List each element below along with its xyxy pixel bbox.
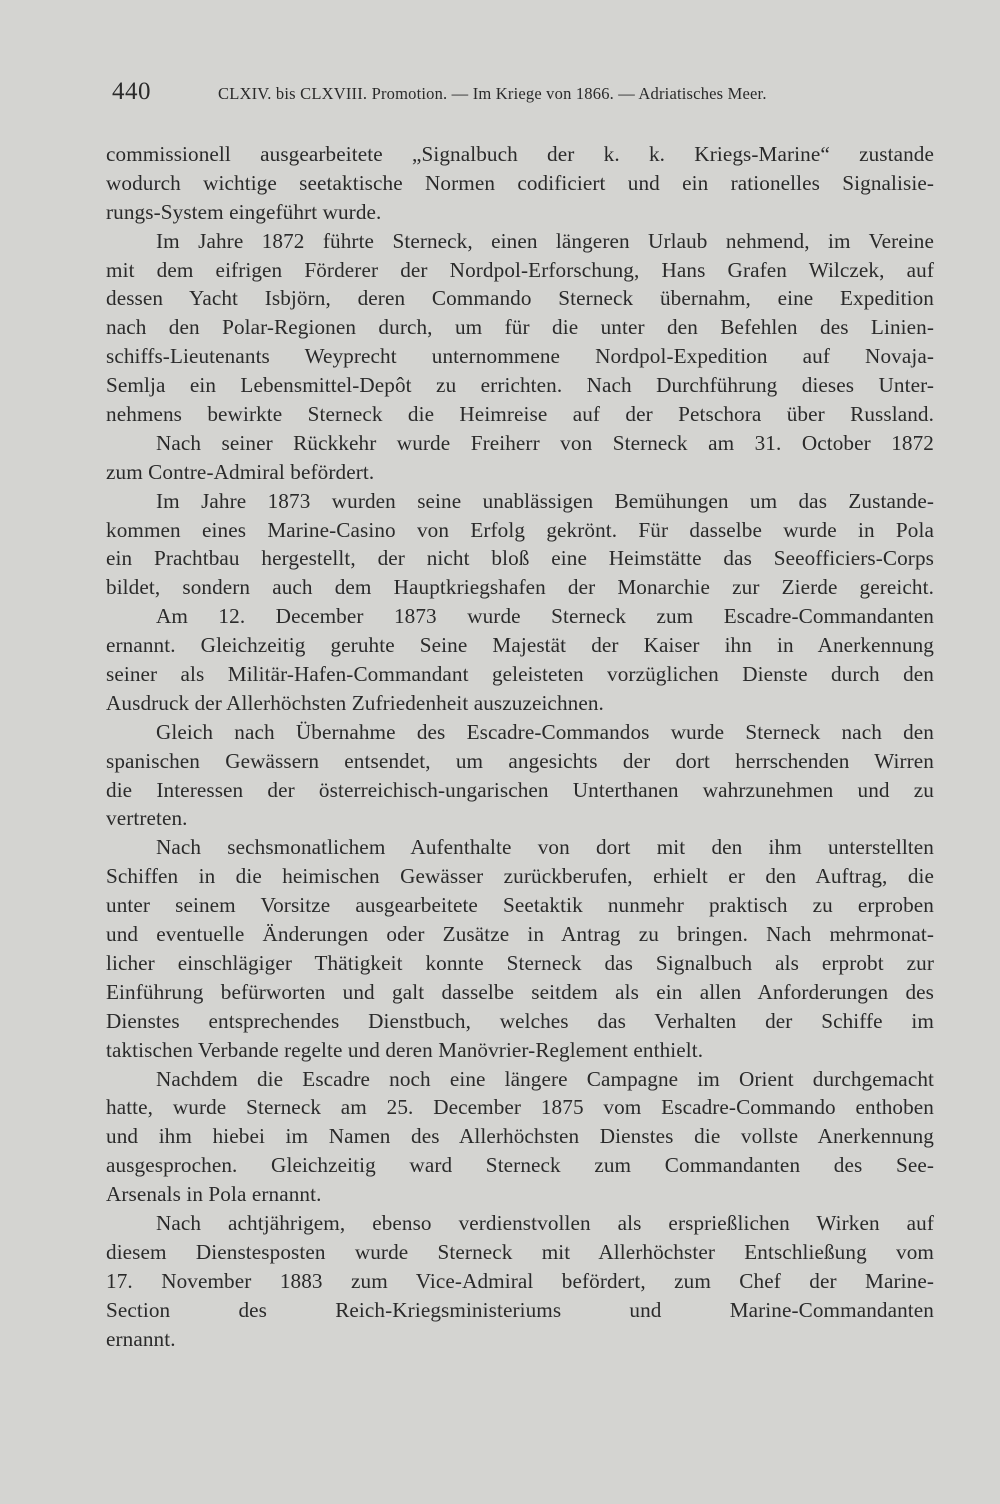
text-line: die Interessen der österreichisch-ungarischen Unterthanen wahrzunehmen und zu: [106, 777, 934, 802]
text-line: Nach sechsmonatlichem Aufenthalte von dort mit den ihm unterstellten: [156, 835, 934, 860]
text-line: schiffs-Lieutenants Weyprecht unternommene Nordpol-Expedition auf Novaja-: [106, 344, 934, 369]
text-line: spanischen Gewässern entsendet, um angesichts der dort herrschenden Wirren: [106, 748, 934, 773]
text-line: ausgesprochen. Gleichzeitig ward Sterneck zum Commandanten des See-: [106, 1153, 934, 1178]
text-line: kommen eines Marine-Casino von Erfolg gekrönt. Für dasselbe wurde in Pola: [106, 517, 934, 542]
body-text: [106, 140, 934, 1353]
text-line: diesem Dienstesposten wurde Sterneck mit Allerhöchster Entschließung vom: [106, 1239, 934, 1264]
text-line: Im Jahre 1873 wurden seine unablässigen Bemühungen um das Zustande-: [156, 488, 934, 513]
text-line: unter seinem Vorsitze ausgearbeitete Seetaktik nunmehr praktisch zu erproben: [106, 893, 934, 918]
text-line: Ausdruck der Allerhöchsten Zufriedenheit auszuzeichnen.: [106, 690, 604, 715]
text-line: ernannt.: [106, 1326, 176, 1351]
text-line: nach den Polar-Regionen durch, um für die unter den Befehlen des Linien-: [106, 315, 934, 340]
text-line: seiner als Militär-Hafen-Commandant geleisteten vorzüglichen Dienste durch den: [106, 662, 934, 687]
text-line: rungs-System eingeführt wurde.: [106, 199, 382, 224]
text-line: dessen Yacht Isbjörn, deren Commando Sterneck übernahm, eine Expedition: [106, 286, 934, 311]
page-number: 440: [112, 78, 151, 105]
text-line: Arsenals in Pola ernannt.: [106, 1182, 322, 1207]
text-line: bildet, sondern auch dem Hauptkriegshafen der Monarchie zur Zierde gereicht.: [106, 575, 934, 600]
text-line: nehmens bewirkte Sterneck die Heimreise auf der Petschora über Russland.: [106, 402, 934, 427]
text-line: mit dem eifrigen Förderer der Nordpol-Erforschung, Hans Grafen Wilczek, auf: [106, 257, 934, 282]
text-line: 17. November 1883 zum Vice-Admiral befördert, zum Chef der Marine-: [106, 1268, 934, 1293]
text-line: und eventuelle Änderungen oder Zusätze in Antrag zu bringen. Nach mehrmonat-: [106, 922, 934, 947]
text-line: Semlja ein Lebensmittel-Depôt zu errichten. Nach Durchführung dieses Unter-: [106, 373, 934, 398]
running-head: CLXIV. bis CLXVIII. Promotion. — Im Kriege von 1866. — Adriatisches Meer.: [218, 84, 767, 103]
text-line: zum Contre-Admiral befördert.: [106, 459, 375, 484]
text-line: licher einschlägiger Thätigkeit konnte Sterneck das Signalbuch als erprobt zur: [106, 950, 934, 975]
text-line: Einführung befürworten und galt dasselbe seitdem als ein allen Anforderungen des: [106, 979, 934, 1004]
text-line: Gleich nach Übernahme des Escadre-Commandos wurde Sterneck nach den: [156, 719, 934, 744]
text-line: Dienstes entsprechendes Dienstbuch, welches das Verhalten der Schiffe im: [106, 1008, 934, 1033]
text-line: ein Prachtbau hergestellt, der nicht bloß eine Heimstätte das Seeofficiers-Corps: [106, 546, 934, 571]
text-line: hatte, wurde Sterneck am 25. December 1875 vom Escadre-Commando enthoben: [106, 1095, 934, 1120]
text-line: Im Jahre 1872 führte Sterneck, einen längeren Urlaub nehmend, im Vereine: [156, 228, 934, 253]
text-line: commissionell ausgearbeitete „Signalbuch der k. k. Kriegs-Marine“ zustande: [106, 142, 934, 166]
text-line: Nach seiner Rückkehr wurde Freiherr von Sterneck am 31. October 1872: [156, 430, 934, 455]
text-line: Nachdem die Escadre noch eine längere Campagne im Orient durchgemacht: [156, 1066, 934, 1091]
text-line: und ihm hiebei im Namen des Allerhöchsten Dienstes die vollste Anerkennung: [106, 1124, 934, 1149]
text-line: Schiffen in die heimischen Gewässer zurückberufen, erhielt er den Auftrag, die: [106, 864, 934, 889]
text-line: wodurch wichtige seetaktische Normen codificiert und ein rationelles Signalisie-: [106, 170, 934, 195]
text-line: ernannt. Gleichzeitig geruhte Seine Majestät der Kaiser ihn in Anerkennung: [106, 633, 934, 658]
text-line: vertreten.: [106, 806, 188, 831]
text-line: taktischen Verbande regelte und deren Manövrier-Reglement enthielt.: [106, 1037, 704, 1062]
text-line: Am 12. December 1873 wurde Sterneck zum Escadre-Commandanten: [156, 604, 934, 629]
text-line: Nach achtjährigem, ebenso verdienstvollen als ersprießlichen Wirken auf: [156, 1210, 934, 1235]
text-line: Section des Reich-Kriegsministeriums und Marine-Commandanten: [106, 1297, 934, 1322]
page-header: [112, 78, 852, 112]
